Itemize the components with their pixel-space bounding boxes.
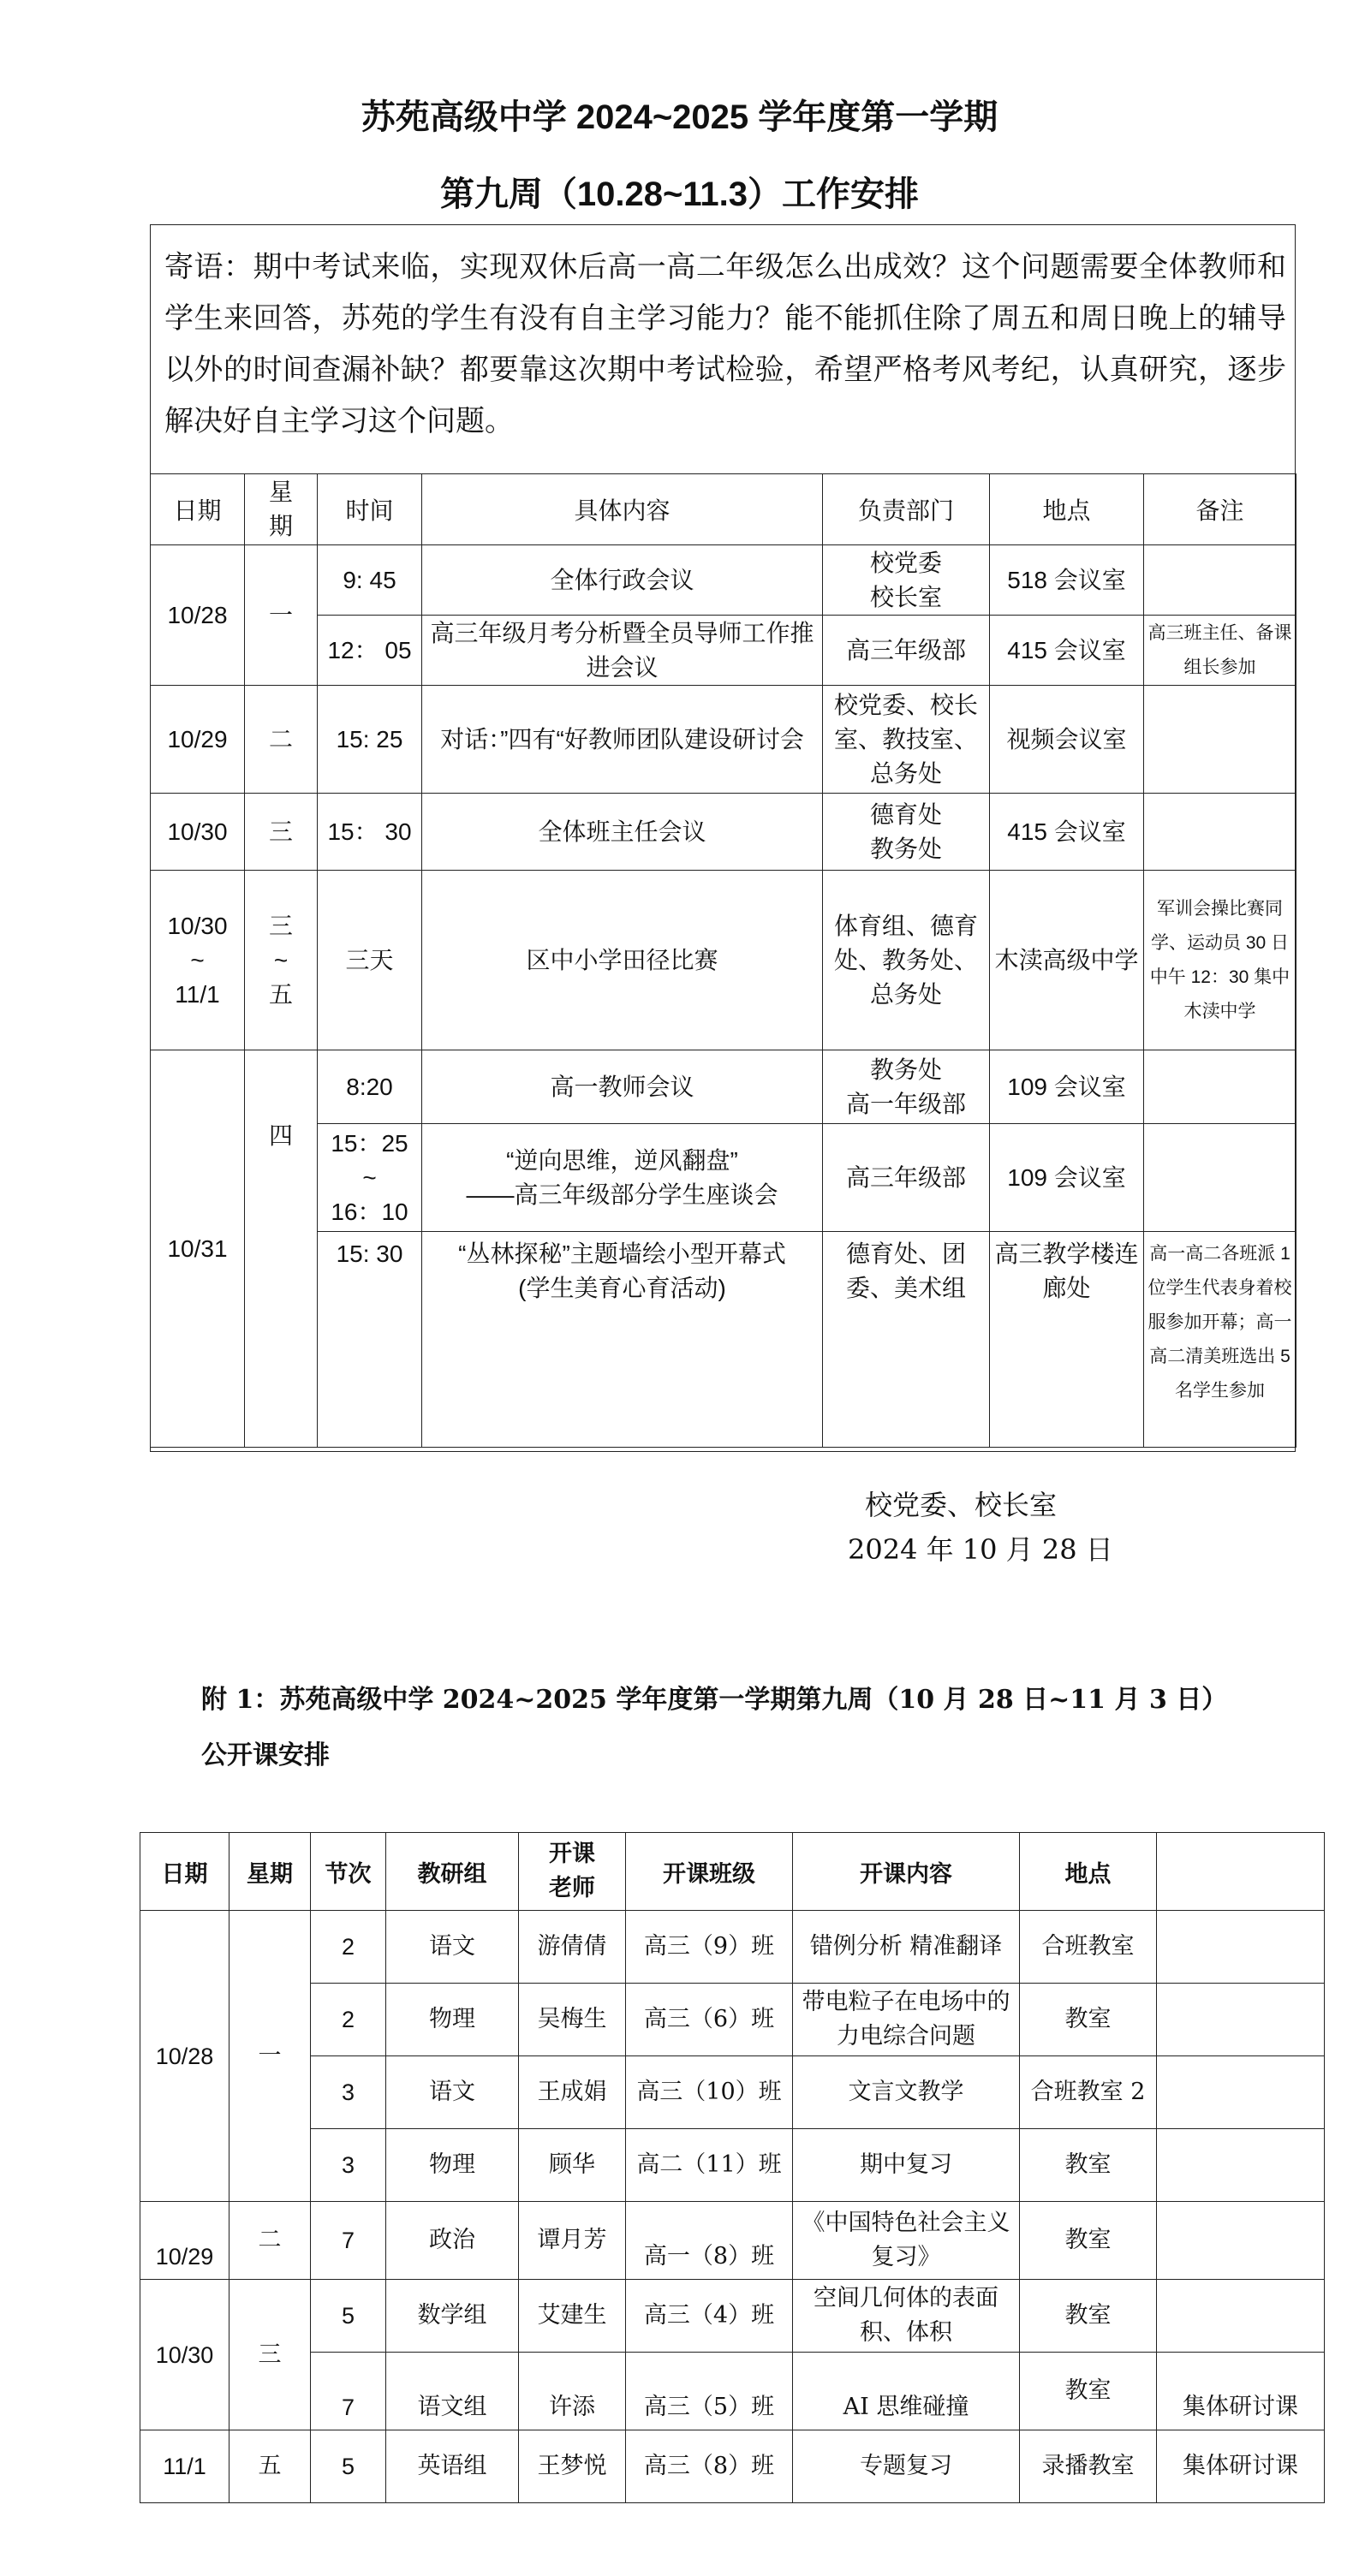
cell-content: 高三年级月考分析暨全员导师工作推进会议 [422, 616, 823, 686]
cell-place: 518 会议室 [990, 545, 1144, 616]
header-week [245, 474, 318, 545]
table-row [140, 1984, 1325, 2056]
cell-time: 8:20 [318, 1050, 422, 1124]
cell-period: 7 [311, 2353, 386, 2430]
cell-class: 高三（10）班 [626, 2056, 793, 2129]
header-teacher-line2: 老师 [549, 1875, 595, 1901]
table-row [140, 2430, 1325, 2503]
header-date: 日期 [140, 1833, 229, 1911]
header-week-line2: 期 [268, 513, 293, 539]
cell-group: 英语组 [386, 2430, 519, 2503]
cell-class: 高一（8）班 [626, 2202, 793, 2280]
cell-place: 木渎高级中学 [990, 871, 1144, 1050]
cell-week: 三 [245, 794, 318, 871]
cell-time: 15：25 ~ 16：10 [318, 1124, 422, 1232]
cell-place: 教室 [1020, 2202, 1157, 2280]
cell-time: 三天 [318, 871, 422, 1050]
cell-note [1157, 1911, 1325, 1984]
cell-period: 5 [311, 2280, 386, 2353]
cell-note: 集体研讨课 [1157, 2430, 1325, 2503]
header-group: 教研组 [386, 1833, 519, 1911]
cell-time: 15: 25 [318, 686, 422, 794]
cell-period: 3 [311, 2129, 386, 2202]
cell-dept: 校党委 校长室 [823, 545, 990, 616]
annex-subtitle: 公开课安排 [201, 1740, 330, 1770]
header-dept: 负责部门 [823, 474, 990, 545]
cell-dept: 教务处 高一年级部 [823, 1050, 990, 1124]
header-teacher-line1: 开课 [549, 1841, 595, 1867]
table-row [151, 871, 1296, 1050]
cell-dept: 体育组、德育处、教务处、总务处 [823, 871, 990, 1050]
header-time: 时间 [318, 474, 422, 545]
cell-group: 语文 [386, 1911, 519, 1984]
signature-org: 校党委、校长室 [865, 1489, 1058, 1521]
cell-dept: 德育处 教务处 [823, 794, 990, 871]
cell-date: 10/29 [140, 2202, 229, 2280]
cell-note [1144, 1124, 1296, 1232]
header-teacher [519, 1833, 626, 1911]
weekly-schedule-table [150, 473, 1296, 1448]
table-row [151, 616, 1296, 686]
cell-note [1157, 2056, 1325, 2129]
cell-note: 高一高二各班派 1 位学生代表身着校服参加开幕；高一高二清美班选出 5 名学生参加 [1144, 1232, 1296, 1448]
cell-teacher: 王成娟 [519, 2056, 626, 2129]
cell-time: 15： 30 [318, 794, 422, 871]
cell-content: “丛林探秘”主题墙绘小型开幕式 (学生美育心育活动) [422, 1232, 823, 1448]
page-subtitle: 第九周（10.28~11.3）工作安排 [439, 176, 920, 213]
cell-dept: 校党委、校长室、教技室、总务处 [823, 686, 990, 794]
cell-time: 12： 05 [318, 616, 422, 686]
header-extra [1157, 1833, 1325, 1911]
table-row [140, 2056, 1325, 2129]
cell-teacher: 谭月芳 [519, 2202, 626, 2280]
cell-content: 带电粒子在电场中的力电综合问题 [793, 1984, 1020, 2056]
cell-date: 10/28 [140, 1911, 229, 2202]
cell-content: 对话：”四有“好教师团队建设研讨会 [422, 686, 823, 794]
table-row [151, 545, 1296, 616]
cell-place: 教室 [1020, 2129, 1157, 2202]
cell-date: 10/29 [151, 686, 245, 794]
cell-place: 415 会议室 [990, 794, 1144, 871]
motto-paragraph: 寄语：期中考试来临，实现双休后高一高二年级怎么出成效？这个问题需要全体教师和学生来回答，苏苑的学生有没有自主学习能力？能不能抓住除了周五和周日晚上的辅导以外的时间查漏补缺？都要靠这次期中考试检验，希望严格考风考纪，认真研究，逐步解决好自主学习这个问题。 [164, 250, 1286, 438]
cell-note [1157, 2280, 1325, 2353]
cell-content: 专题复习 [793, 2430, 1020, 2503]
cell-note: 军训会操比赛同学、运动员 30 日中午 12：30 集中木渎中学 [1144, 871, 1296, 1050]
table-row [140, 2280, 1325, 2353]
header-date: 日期 [151, 474, 245, 545]
cell-teacher: 顾华 [519, 2129, 626, 2202]
cell-place: 教室 [1020, 2280, 1157, 2353]
cell-class: 高三（5）班 [626, 2353, 793, 2430]
cell-place: 高三教学楼连廊处 [990, 1232, 1144, 1448]
cell-date: 11/1 [140, 2430, 229, 2503]
cell-class: 高三（8）班 [626, 2430, 793, 2503]
cell-note [1144, 794, 1296, 871]
header-content: 开课内容 [793, 1833, 1020, 1911]
cell-note [1144, 545, 1296, 616]
cell-group: 物理 [386, 2129, 519, 2202]
cell-note: 高三班主任、备课组长参加 [1144, 616, 1296, 686]
cell-place: 109 会议室 [990, 1124, 1144, 1232]
cell-week: 一 [229, 1911, 311, 2202]
cell-date: 10/30 [140, 2280, 229, 2430]
cell-content: 空间几何体的表面积、体积 [793, 2280, 1020, 2353]
table-row [151, 1232, 1296, 1448]
header-week: 星期 [229, 1833, 311, 1911]
cell-note [1157, 2129, 1325, 2202]
cell-teacher: 王梦悦 [519, 2430, 626, 2503]
header-period: 节次 [311, 1833, 386, 1911]
cell-note: 集体研讨课 [1157, 2353, 1325, 2430]
cell-week: 三 [229, 2280, 311, 2430]
open-class-table [140, 1832, 1325, 2503]
cell-week: 五 [229, 2430, 311, 2503]
cell-note [1157, 2202, 1325, 2280]
cell-week: 二 [229, 2202, 311, 2280]
table-row [140, 1911, 1325, 1984]
cell-class: 高三（9）班 [626, 1911, 793, 1984]
cell-group: 数学组 [386, 2280, 519, 2353]
cell-place: 415 会议室 [990, 616, 1144, 686]
cell-period: 2 [311, 1911, 386, 1984]
cell-teacher: 游倩倩 [519, 1911, 626, 1984]
page-title: 苏苑高级中学 2024~2025 学年度第一学期 [361, 98, 998, 136]
cell-content: 高一教师会议 [422, 1050, 823, 1124]
cell-dept: 德育处、团委、美术组 [823, 1232, 990, 1448]
cell-place: 视频会议室 [990, 686, 1144, 794]
cell-content: 期中复习 [793, 2129, 1020, 2202]
cell-place: 教室 [1020, 2353, 1157, 2430]
cell-content: 区中小学田径比赛 [422, 871, 823, 1050]
header-note: 备注 [1144, 474, 1296, 545]
cell-place: 录播教室 [1020, 2430, 1157, 2503]
cell-content: 全体行政会议 [422, 545, 823, 616]
cell-teacher: 艾建生 [519, 2280, 626, 2353]
open-class-header-row [140, 1833, 1325, 1911]
table-row [151, 1124, 1296, 1232]
header-week-line1: 星 [268, 479, 293, 505]
table-row [140, 2353, 1325, 2430]
cell-class: 高二（11）班 [626, 2129, 793, 2202]
cell-dept: 高三年级部 [823, 1124, 990, 1232]
cell-place: 合班教室 [1020, 1911, 1157, 1984]
cell-note [1144, 1050, 1296, 1124]
cell-note [1157, 1984, 1325, 2056]
cell-content: 文言文教学 [793, 2056, 1020, 2129]
table-row [140, 2202, 1325, 2280]
cell-class: 高三（4）班 [626, 2280, 793, 2353]
cell-date: 10/30 [151, 794, 245, 871]
cell-time: 9: 45 [318, 545, 422, 616]
cell-teacher: 吴梅生 [519, 1984, 626, 2056]
cell-week: 三 ~ 五 [245, 871, 318, 1050]
cell-group: 物理 [386, 1984, 519, 2056]
header-class: 开课班级 [626, 1833, 793, 1911]
cell-content: AI 思维碰撞 [793, 2353, 1020, 2430]
cell-teacher: 许添 [519, 2353, 626, 2430]
cell-period: 3 [311, 2056, 386, 2129]
cell-note [1144, 686, 1296, 794]
cell-group: 政治 [386, 2202, 519, 2280]
cell-date: 10/30 ~ 11/1 [151, 871, 245, 1050]
cell-week: 一 [245, 545, 318, 686]
table-row [140, 2129, 1325, 2202]
cell-place: 109 会议室 [990, 1050, 1144, 1124]
cell-content: 错例分析 精准翻译 [793, 1911, 1020, 1984]
signature-date: 2024 年 10 月 28 日 [848, 1533, 1113, 1566]
cell-period: 2 [311, 1984, 386, 2056]
cell-week: 四 [245, 1050, 318, 1448]
annex-title: 附 1：苏苑高级中学 2024~2025 学年度第一学期第九周（10 月 28 日~11 月 3 日） [201, 1685, 1228, 1715]
schedule-header-row [151, 474, 1296, 545]
table-row [151, 1050, 1296, 1124]
cell-group: 语文组 [386, 2353, 519, 2430]
cell-date: 10/28 [151, 545, 245, 686]
header-place: 地点 [990, 474, 1144, 545]
table-row [151, 686, 1296, 794]
cell-week: 二 [245, 686, 318, 794]
cell-period: 5 [311, 2430, 386, 2503]
cell-content: “逆向思维，逆风翻盘” ——高三年级部分学生座谈会 [422, 1124, 823, 1232]
header-content: 具体内容 [422, 474, 823, 545]
header-place: 地点 [1020, 1833, 1157, 1911]
cell-content: 全体班主任会议 [422, 794, 823, 871]
cell-class: 高三（6）班 [626, 1984, 793, 2056]
cell-period: 7 [311, 2202, 386, 2280]
cell-date: 10/31 [151, 1050, 245, 1448]
cell-group: 语文 [386, 2056, 519, 2129]
cell-time: 15: 30 [318, 1232, 422, 1448]
cell-content: 《中国特色社会主义复习》 [793, 2202, 1020, 2280]
cell-place: 教室 [1020, 1984, 1157, 2056]
cell-place: 合班教室 2 [1020, 2056, 1157, 2129]
cell-dept: 高三年级部 [823, 616, 990, 686]
table-row [151, 794, 1296, 871]
